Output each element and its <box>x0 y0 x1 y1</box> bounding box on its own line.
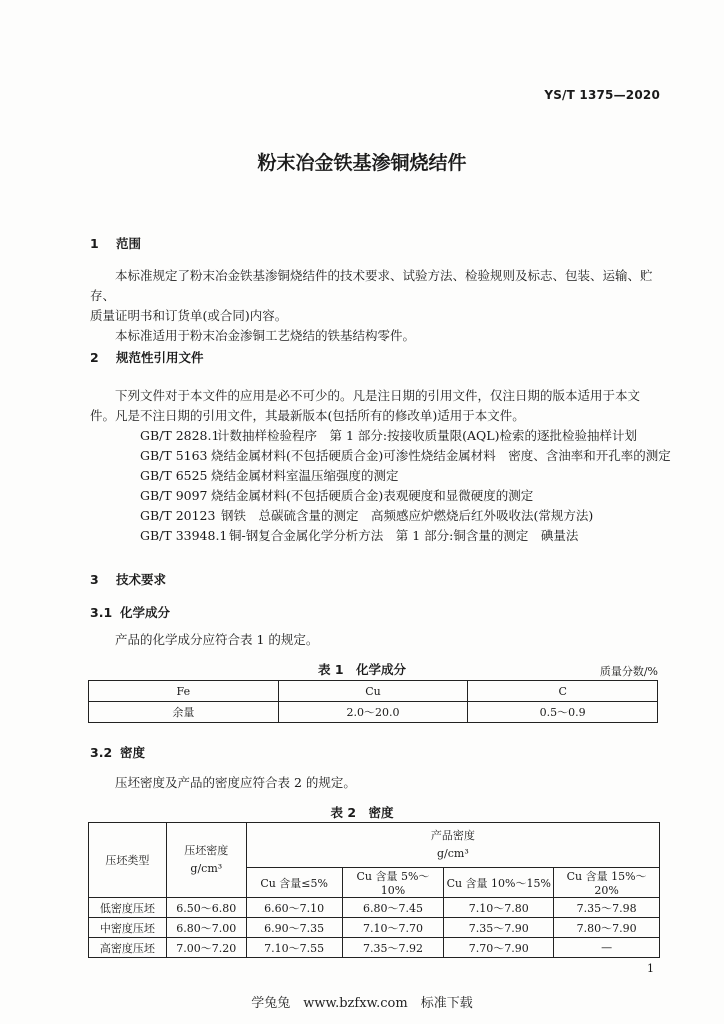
section-title: 规范性引用文件 <box>116 350 204 365</box>
reference-code: GB/T 6525 <box>140 468 208 483</box>
table-1-caption: 表 1 化学成分 <box>317 662 407 677</box>
table-cell: 低密度压坯 <box>89 898 167 918</box>
reference-title: 烧结金属材料(不包括硬质合金)可渗性烧结金属材料 密度、含油率和开孔率的测定 <box>211 448 671 463</box>
header-unit: g/cm³ <box>436 847 469 860</box>
section-title: 范围 <box>116 236 142 251</box>
reference-item <box>90 426 670 446</box>
section-title: 化学成分 <box>120 605 171 620</box>
table-cell: 2.0～20.0 <box>278 702 468 723</box>
table-cell: 7.35～7.98 <box>554 898 660 918</box>
table-cell: 7.80～7.90 <box>554 918 660 938</box>
table-cell: 7.10～7.55 <box>246 938 342 958</box>
section-number: 3.1 <box>90 605 113 620</box>
table-cell: 7.70～7.90 <box>444 938 554 958</box>
section-3-heading <box>90 570 166 588</box>
table-cell: 6.90～7.35 <box>246 918 342 938</box>
header-label: 压坯密度 <box>184 844 229 857</box>
section-title: 密度 <box>120 745 146 760</box>
section-number: 3.2 <box>90 745 113 760</box>
table-2-caption: 表 2 密度 <box>330 805 394 820</box>
table-cell: — <box>554 938 660 958</box>
standard-code: YS/T 1375—2020 <box>544 88 660 102</box>
paragraph: 本标准规定了粉末冶金铁基渗铜烧结件的技术要求、试验方法、检验规则及标志、包装、运输、贮存、 <box>90 268 653 303</box>
table-header-row <box>89 681 658 702</box>
table-cell: 7.10～7.80 <box>444 898 554 918</box>
table-cell: 余量 <box>89 702 279 723</box>
reference-title: 计数抽样检验程序 第 1 部分:按接收质量限(AQL)检索的逐批检验抽样计划 <box>217 428 637 443</box>
table-header-row <box>89 823 660 868</box>
reference-item <box>90 446 670 466</box>
table-cell: 中密度压坯 <box>89 918 167 938</box>
table-cell: 6.80～7.00 <box>166 918 246 938</box>
section-1-heading <box>90 234 141 252</box>
header-cell: Fe <box>89 681 279 702</box>
reference-title: 铜-钢复合金属化学分析方法 第 1 部分:铜含量的测定 碘量法 <box>229 528 579 543</box>
paragraph: 件。凡是不注日期的引用文件，其最新版本(包括所有的修改单)适用于本文件。 <box>90 408 525 423</box>
reference-code: GB/T 9097 <box>140 488 208 503</box>
header-cell <box>166 823 246 898</box>
header-unit: g/cm³ <box>190 862 223 875</box>
page-number: 1 <box>647 962 654 975</box>
footer-watermark: 学兔兔 www.bzfxw.com 标准下载 <box>251 996 473 1011</box>
table-1 <box>88 680 658 723</box>
table-cell: 7.35～7.90 <box>444 918 554 938</box>
table-cell: 0.5～0.9 <box>468 702 658 723</box>
reference-item <box>90 486 670 506</box>
section-3-1-heading <box>90 603 170 621</box>
table-cell: 高密度压坯 <box>89 938 167 958</box>
table-cell: 7.10～7.70 <box>342 918 444 938</box>
section-number: 1 <box>90 236 99 251</box>
table-1-unit: 质量分数/% <box>599 665 658 678</box>
header-label: 产品密度 <box>430 829 475 842</box>
reference-code: GB/T 5163 <box>140 448 208 463</box>
reference-item <box>90 466 670 486</box>
header-cell: Cu <box>278 681 468 702</box>
reference-code: GB/T 33948.1 <box>140 528 228 543</box>
paragraph: 质量证明书和订货单(或合同)内容。 <box>90 308 288 323</box>
paragraph: 本标准适用于粉末冶金渗铜工艺烧结的铁基结构零件。 <box>115 328 416 343</box>
header-cell <box>246 823 659 868</box>
reference-code: GB/T 20123 <box>140 508 216 523</box>
paragraph: 下列文件对于本文件的应用是必不可少的。凡是注日期的引用文件，仅注日期的版本适用于本文 <box>115 388 641 403</box>
section-2-heading <box>90 348 204 366</box>
reference-code: GB/T 2828.1 <box>140 428 220 443</box>
table-2 <box>88 822 660 958</box>
header-cell: Cu 含量≤5% <box>246 868 342 898</box>
section-title: 技术要求 <box>116 572 167 587</box>
header-cell: Cu 含量 10%～15% <box>444 868 554 898</box>
header-cell: Cu 含量 5%～10% <box>342 868 444 898</box>
header-cell: Cu 含量 15%～20% <box>554 868 660 898</box>
table-row <box>89 898 660 918</box>
document-title: 粉末冶金铁基渗铜烧结件 <box>257 152 467 174</box>
table-cell: 6.60～7.10 <box>246 898 342 918</box>
table-cell: 7.00～7.20 <box>166 938 246 958</box>
header-cell: C <box>468 681 658 702</box>
header-cell: 压坯类型 <box>89 823 167 898</box>
section-number: 3 <box>90 572 99 587</box>
table-row <box>89 702 658 723</box>
reference-title: 钢铁 总碳硫含量的测定 高频感应炉燃烧后红外吸收法(常规方法) <box>221 508 594 523</box>
reference-title: 烧结金属材料(不包括硬质合金)表观硬度和显微硬度的测定 <box>211 488 534 503</box>
table-cell: 7.35～7.92 <box>342 938 444 958</box>
reference-item <box>90 526 670 546</box>
section-1-body <box>90 266 670 346</box>
reference-item <box>90 506 670 526</box>
table-row <box>89 918 660 938</box>
table-row <box>89 938 660 958</box>
reference-title: 烧结金属材料室温压缩强度的测定 <box>211 468 399 483</box>
section-2-body <box>90 386 670 546</box>
table-cell: 6.80～7.45 <box>342 898 444 918</box>
section-3-2-text: 压坯密度及产品的密度应符合表 2 的规定。 <box>115 775 356 790</box>
section-3-2-heading <box>90 743 145 761</box>
section-3-1-text: 产品的化学成分应符合表 1 的规定。 <box>115 632 319 647</box>
section-number: 2 <box>90 350 99 365</box>
table-cell: 6.50～6.80 <box>166 898 246 918</box>
